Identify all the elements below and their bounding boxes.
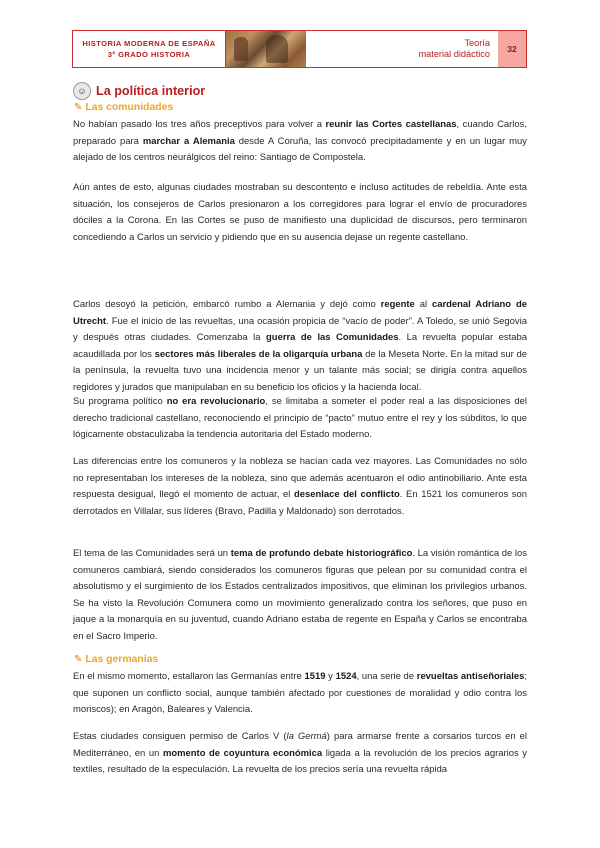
- text-run: Aún antes de esto, algunas ciudades mostraban su descontento e incluso actitudes de rebeldía. Ante esta situación, los consejeros de Carlos presionaron a los corregidores para lograr el envío de procuradores dóciles a la Corona. En las Cortes se puso de manifiesto una duplicidad de discursos, pero terminaron concediendo a Carlos un servicio y pidiendo que en su ausencia dejase un regente castellano.: [73, 182, 527, 243]
- bold-text: no era revolucionario: [166, 396, 266, 407]
- bold-text: momento de coyuntura económica: [162, 747, 323, 759]
- text-run: En el mismo momento, estallaron las Germanías entre: [73, 671, 305, 682]
- pencil-icon: ✎: [74, 654, 83, 665]
- text-run: . En 1521 los comuneros son derrotados en Villalar, sus líderes (Bravo, Padilla y Maldonado) son derrotados.: [73, 489, 527, 517]
- header-painting: [226, 31, 306, 67]
- text-run: . La revuelta popular estaba acaudillada por los: [73, 332, 527, 360]
- text-run: Su programa político: [73, 396, 167, 407]
- text-run: ) para armarse frente a corsarios turcos en el Mediterráneo, en un: [73, 731, 527, 759]
- paragraph: [73, 180, 527, 246]
- bold-text: regente: [380, 299, 415, 310]
- paragraph: [73, 394, 527, 444]
- bold-text: tema de profundo debate historiográfico: [230, 548, 413, 559]
- text-run: al: [414, 299, 432, 310]
- text-run: Las diferencias entre los comuneros y la nobleza se hacían cada vez mayores. Las Comunidades no sólo no representaban los intereses de la nobleza, sino que además acentuaron el odio antinobiliario. Ante esta respuesta desigual, llegó el momento de actuar, el: [73, 456, 527, 500]
- text-run: El tema de las Comunidades será un: [73, 548, 231, 559]
- text-run: , cuando Carlos, preparado para: [73, 119, 527, 147]
- course-title: [73, 31, 226, 67]
- paragraph: [73, 297, 527, 396]
- bold-text: desenlace del conflicto: [293, 489, 400, 500]
- paragraph: [73, 454, 527, 520]
- paragraph: [73, 669, 527, 719]
- text-run: de la Meseta Norte. En la mitad sur de la península, la revuelta tuvo una incidencia menor y un talante más social; se dirigía contra aquellos regidores y jurados que manipulaban en su beneficio los oficios y la hacienda local.: [73, 348, 527, 393]
- section-heading: [73, 82, 205, 100]
- material-type-line2: material didáctico: [418, 49, 490, 59]
- section-title: La política interior: [96, 84, 206, 98]
- text-run: ; que suponen un conflicto social, aunque también afectado por cuestiones de moralidad y odio contra los moriscos); en Aragón, Baleares y Valencia.: [73, 671, 528, 715]
- subheading-label: Las comunidades: [85, 102, 174, 113]
- subheading-germanias: [74, 654, 158, 665]
- material-type-line1: Teoría: [464, 38, 490, 48]
- text-run: Estas ciudades consiguen permiso de Carlos V (: [73, 731, 287, 742]
- text-run: y: [325, 671, 336, 682]
- bold-text: guerra de las Comunidades: [266, 332, 399, 343]
- subheading-label: Las germanías: [85, 654, 159, 665]
- bold-text: 1519: [304, 671, 326, 682]
- page-number: 32: [498, 31, 526, 67]
- paragraph: [73, 117, 527, 167]
- bold-text: marchar a Alemania: [142, 135, 235, 147]
- subheading-comunidades: [74, 102, 173, 113]
- course-grade: 3º GRADO HISTORIA: [107, 50, 191, 59]
- text-run: desde A Coruña, las convocó precipitadamente y en un lugar muy alejado de los centros neurálgicos del reino: Santiago de Compostela.: [73, 135, 527, 163]
- text-run: . La visión romántica de los comuneros cambiará, siendo considerados los comuneros figuras que pelean por su comunidad contra el absolutismo y el surgimiento de los Estados centralizados impositivos, que eliminan los privilegios urbanos. Se ha visto la Revolución Comunera como un movimiento generalizado contra los señores, que puso en jaque a la monarquía en su juventud, cuando Adriano estaba de regente en España y Carlos se encontraba en el Sacro Imperio.: [73, 548, 527, 642]
- bold-text: reunir las Cortes castellanas: [325, 119, 457, 130]
- bold-text: cardenal Adriano de Utrecht: [73, 299, 527, 327]
- paragraph: [73, 546, 527, 645]
- bold-text: 1524: [335, 671, 357, 682]
- course-name: HISTORIA MODERNA DE ESPAÑA: [82, 39, 216, 48]
- text-run: ligada a la revolución de los precios agrarios y textiles, resultado de la especulación. La revuelta de los precios sería una revuelta rápida: [73, 747, 527, 775]
- page-header: [72, 30, 527, 68]
- bold-text: revueltas antiseñoriales: [416, 671, 525, 682]
- italic-text: la Germá: [286, 731, 327, 742]
- text-run: , una serie de: [356, 671, 417, 682]
- text-run: , se limitaba a someter el poder real a las disposiciones del derecho tradicional castellano, reconociendo el principio de “pacto” mutuo entre el rey y los súbditos, lo que lógicamente obstaculizaba la tendencia autoritaria del Estado moderno.: [73, 396, 528, 440]
- bold-text: sectores más liberales de la oligarquía urbana: [154, 348, 363, 360]
- text-run: Carlos desoyó la petición, embarcó rumbo a Alemania y dejó como: [73, 299, 381, 310]
- text-run: . Fue el inicio de las revueltas, una ocasión propicia de “vacío de poder”. A Toledo, se unió Segovia y después otras ciudades. Comenzaba la: [73, 315, 527, 343]
- pencil-icon: ✎: [74, 102, 83, 113]
- paragraph: [73, 729, 527, 779]
- material-type: [419, 31, 499, 67]
- figure-icon: ☺: [73, 82, 91, 100]
- text-run: No habían pasado los tres años preceptivos para volver a: [73, 119, 326, 130]
